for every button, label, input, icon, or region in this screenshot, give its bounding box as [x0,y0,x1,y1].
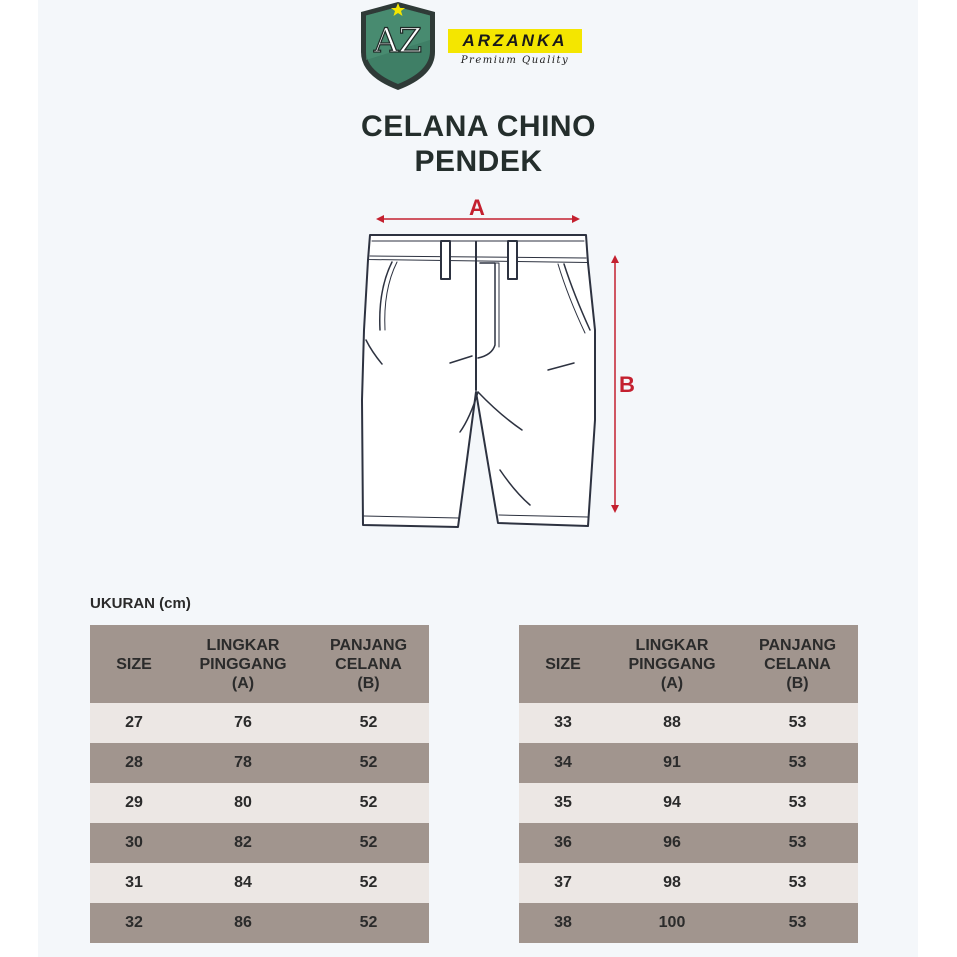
size-table-left [90,625,429,943]
table-row [519,743,858,783]
table-row [90,703,429,743]
header-size: SIZE [90,625,178,703]
table-row [90,743,429,783]
cell-length: 52 [308,823,429,863]
cell-size: 29 [90,783,178,823]
brand-name: ARZANKA [448,29,582,53]
cell-size: 37 [519,863,607,903]
table-row [519,783,858,823]
cell-size: 28 [90,743,178,783]
header-length: PANJANG CELANA (B) [737,625,858,703]
cell-waist: 80 [178,783,308,823]
cell-size: 32 [90,903,178,943]
cell-size: 38 [519,903,607,943]
cell-size: 34 [519,743,607,783]
measure-b-arrow [611,255,619,513]
header-waist: LINGKAR PINGGANG (A) [607,625,737,703]
chino-shorts-icon [355,195,645,535]
table-row [90,823,429,863]
cell-length: 52 [308,903,429,943]
cell-waist: 94 [607,783,737,823]
cell-waist: 98 [607,863,737,903]
cell-size: 35 [519,783,607,823]
cell-length: 52 [308,783,429,823]
label-b: B [619,372,635,397]
cell-length: 53 [737,823,858,863]
table-header-row [519,625,858,703]
cell-waist: 82 [178,823,308,863]
cell-length: 53 [737,703,858,743]
header-length: PANJANG CELANA (B) [308,625,429,703]
header-size: SIZE [519,625,607,703]
size-table-right [519,625,858,943]
table-row [519,823,858,863]
table-caption: UKURAN (cm) [90,595,191,612]
cell-size: 31 [90,863,178,903]
brand-tagline: Premium Quality [460,55,570,66]
cell-size: 30 [90,823,178,863]
logo-letters: AZ [373,21,423,61]
cell-length: 52 [308,863,429,903]
cell-waist: 78 [178,743,308,783]
page-title-line2: PENDEK [414,145,543,178]
cell-length: 53 [737,743,858,783]
table-row [90,783,429,823]
cell-size: 33 [519,703,607,743]
table-row [90,863,429,903]
table-row [519,863,858,903]
cell-waist: 84 [178,863,308,903]
table-row [519,703,858,743]
cell-size: 36 [519,823,607,863]
label-a: A [469,195,485,220]
cell-length: 52 [308,703,429,743]
cell-length: 53 [737,863,858,903]
cell-length: 53 [737,783,858,823]
cell-length: 53 [737,903,858,943]
brand-shield-logo [357,0,439,92]
table-header-row [90,625,429,703]
cell-waist: 76 [178,703,308,743]
cell-waist: 86 [178,903,308,943]
table-row [90,903,429,943]
cell-size: 27 [90,703,178,743]
cell-waist: 88 [607,703,737,743]
cell-waist: 91 [607,743,737,783]
header-waist: LINGKAR PINGGANG (A) [178,625,308,703]
cell-waist: 100 [607,903,737,943]
table-row [519,903,858,943]
cell-length: 52 [308,743,429,783]
cell-waist: 96 [607,823,737,863]
page-title-line1: CELANA CHINO [361,110,596,143]
